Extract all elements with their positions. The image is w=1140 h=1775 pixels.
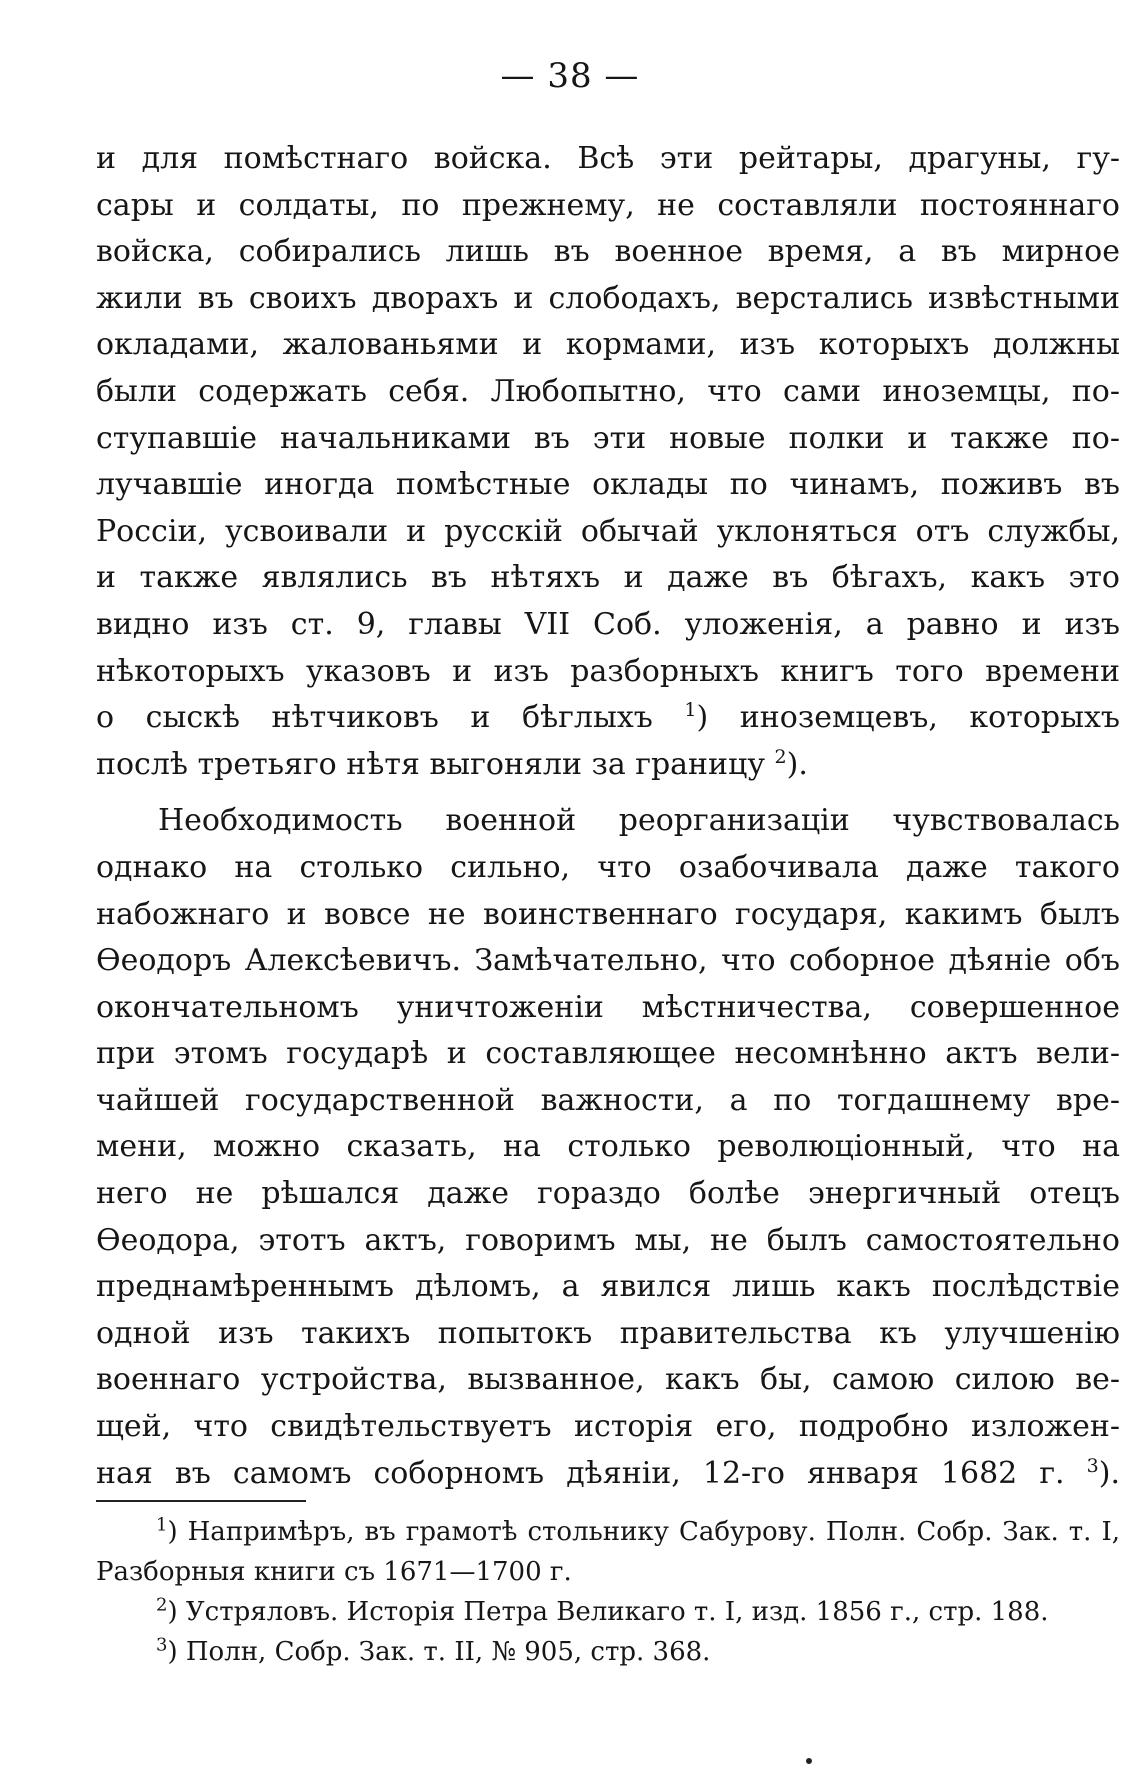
footnote-ref-1[interactable]: 1: [684, 699, 697, 722]
text-line: лучавшіе иногда помѣстные оклады по чинамъ, поживъ въ: [96, 467, 1120, 503]
text-line: щей, что свидѣтельствуетъ исторія его, подробно изложен-: [96, 1409, 1120, 1445]
text-line: однако на столько сильно, что озабочивала даже такого: [96, 849, 1120, 885]
text-segment: послѣ третьяго нѣтя выгоняли за границу: [96, 746, 775, 782]
text-line: ступавшіе начальниками въ эти новые полки и также по-: [96, 420, 1120, 456]
text-line: жили въ своихъ дворахъ и слободахъ, верстались извѣстными: [96, 280, 1120, 316]
ink-speck: [806, 1758, 812, 1764]
footnote-text: ) Устряловъ. Исторія Петра Великаго т. I, изд. 1856 г., стр. 188.: [167, 1597, 1049, 1627]
footnote-3: [96, 1632, 1120, 1672]
text-line: были содержать себя. Любопытно, что сами иноземцы, по-: [96, 373, 1120, 409]
text-line: него не рѣшался даже гораздо болѣе энергичный отецъ: [96, 1176, 1120, 1212]
text-line: преднамѣреннымъ дѣломъ, а явился лишь какъ послѣдствіе: [96, 1269, 1120, 1305]
footnote-mark: 3: [156, 1634, 168, 1656]
text-line: набожнаго и вовсе не воинственнаго государя, какимъ былъ: [96, 896, 1120, 932]
text-line: чайшей государственной важности, а по тогдашнему вре-: [96, 1082, 1120, 1118]
footnote-ref-2[interactable]: 2: [774, 745, 787, 768]
text-line: окончательномъ уничтоженіи мѣстничества, совершенное: [96, 989, 1120, 1025]
footnote-text: ) Полн, Собр. Зак. т. II, № 905, стр. 368.: [167, 1637, 711, 1667]
text-line: Ѳеодоръ Алексѣевичъ. Замѣчательно, что соборное дѣяніе объ: [96, 943, 1120, 979]
text-line: видно изъ ст. 9, главы VII Соб. уложенія, а равно и изъ: [96, 606, 1120, 642]
footnote-text: ) Напримѣръ, въ грамотѣ стольнику Сабурову. Полн. Собр. Зак. т. I,: [167, 1517, 1120, 1547]
footnotes: [96, 1512, 1120, 1672]
footnote-mark: 1: [156, 1514, 168, 1536]
text-line: при этомъ государѣ и составляющее несомнѣнно актъ вели-: [96, 1036, 1120, 1072]
text-segment: ).: [786, 746, 808, 782]
paragraph-2: [96, 798, 1120, 1497]
text-segment: ная въ самомъ соборномъ дѣяніи, 12-го января 1682 г.: [96, 1455, 1087, 1491]
page-number: — 38 —: [500, 56, 640, 96]
text-segment: о сыскѣ нѣтчиковъ и бѣглыхъ: [96, 700, 685, 736]
footnote-1-continued: Разборныя книги съ 1671—1700 г.: [96, 1557, 572, 1587]
text-line: войска, собирались лишь въ военное время, а въ мирное: [96, 234, 1120, 270]
footnote-ref-3[interactable]: 3: [1086, 1454, 1099, 1477]
text-line: нѣкоторыхъ указовъ и изъ разборныхъ книгъ того времени: [96, 653, 1120, 689]
footnote-2: [96, 1592, 1120, 1632]
text-line: и также являлись въ нѣтяхъ и даже въ бѣгахъ, какъ это: [96, 560, 1120, 596]
text-line-with-footnote-ref: [96, 1451, 1120, 1498]
text-segment: ) иноземцевъ, которыхъ: [696, 700, 1120, 736]
footnote-divider: [96, 1500, 306, 1502]
text-line: Ѳеодора, этотъ актъ, говоримъ мы, не былъ самостоятельно: [96, 1222, 1120, 1258]
text-line: военнаго устройства, вызванное, какъ бы, самою силою ве-: [96, 1362, 1120, 1398]
text-line: Необходимость военной реорганизаціи чувствовалась: [158, 803, 1120, 839]
text-line: мени, можно сказать, на столько революціонный, что на: [96, 1129, 1120, 1165]
text-line: сары и солдаты, по прежнему, не составляли постояннаго: [96, 187, 1120, 223]
text-line: одной изъ такихъ попытокъ правительства къ улучшенію: [96, 1315, 1120, 1351]
text-segment: ).: [1098, 1455, 1120, 1491]
text-line: окладами, жалованьями и кормами, изъ которыхъ должны: [96, 327, 1120, 363]
text-line: и для помѣстнаго войска. Всѣ эти рейтары, драгуны, гу-: [96, 141, 1120, 176]
text-line-with-footnote-ref: [96, 742, 1120, 789]
text-line-with-footnote-ref: [96, 695, 1120, 742]
footnote-mark: 2: [156, 1594, 168, 1616]
body-text: [96, 136, 1120, 1497]
text-line: Россіи, усвоивали и русскій обычай уклоняться отъ службы,: [96, 513, 1120, 549]
paragraph-1: [96, 136, 1120, 788]
footnote-1: [96, 1512, 1120, 1552]
